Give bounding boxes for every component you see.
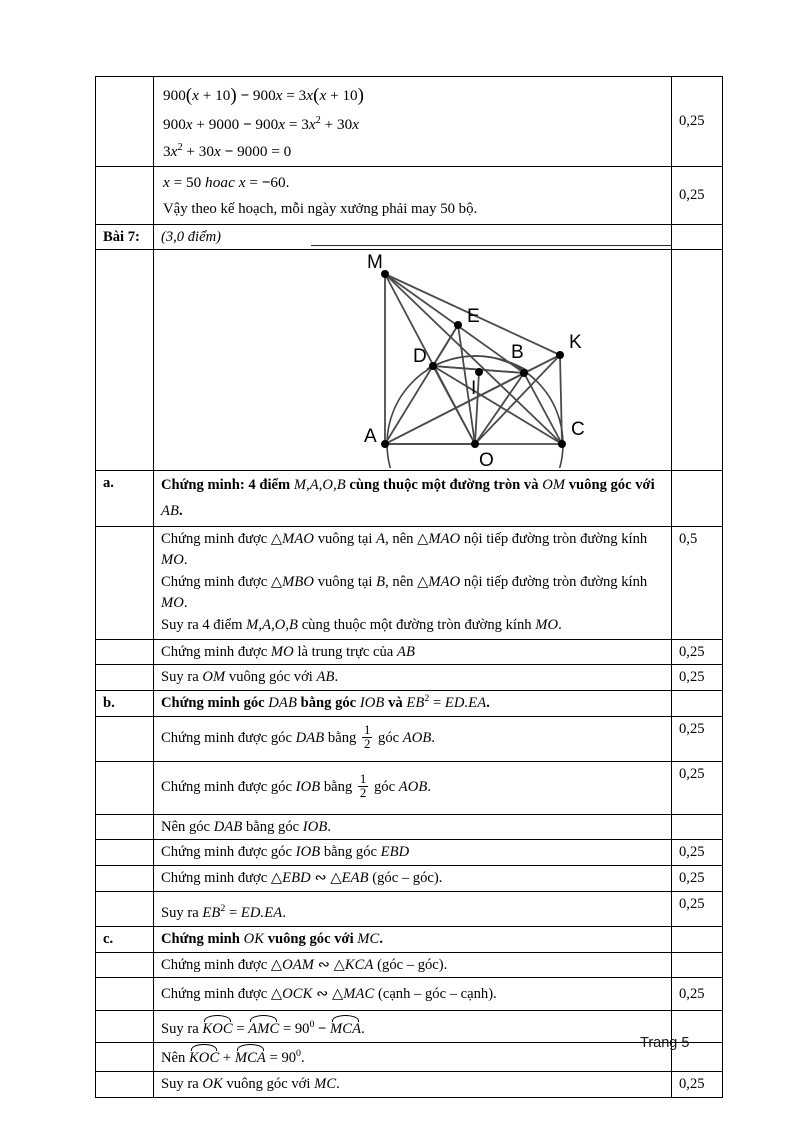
equation-line-1: 900(x + 10) − 900x = 3x(x + 10) [163,85,364,106]
text-middle: bằng [320,779,356,796]
text-prefix: Chứng minh được góc [161,730,296,747]
part-c-line-5: Suy ra OK vuông góc với MC. [154,1072,672,1098]
circle-center-o [387,356,563,468]
vertex-D [429,362,437,370]
part-b-line-1 [154,716,672,761]
vertex-A [381,440,389,448]
table-row [96,526,723,639]
table-row [96,471,723,526]
vertex-label-O: O [479,450,494,469]
table-row [96,866,723,892]
score-value [672,224,723,250]
exercise-title-cell [154,224,672,250]
row-label [96,761,154,814]
score-value: 0,25 [672,891,723,926]
vertex-E [454,321,462,329]
proof-line: Chứng minh được △MAO vuông tại A, nên △MAO nội tiếp đường tròn đường kính MO. [161,530,648,569]
row-label [96,716,154,761]
equation-block [154,77,672,167]
vertex-label-B: B [511,342,524,364]
vertex-label-D: D [413,346,427,368]
equation-line-2: $900x + 9000 - 900x = 3x^2 + 30x$ [163,114,360,133]
part-label-b: b. [96,691,154,717]
angle-label-1: IOB [295,779,321,796]
score-value: 0,25 [672,639,723,665]
table-row [96,250,723,471]
part-b-line-4: Chứng minh được góc IOB bằng góc EBD [154,840,672,866]
solution-line-2: Vậy theo kế hoạch, mỗi ngày xưởng phải may 50 bộ. [163,200,478,217]
table-row [96,167,723,225]
score-value [672,926,723,952]
table-row [96,691,723,717]
angle-arc-mca: MCA [330,1018,361,1040]
part-b-line-6: Suy ra $EB^2 = ED.EA$. [154,891,672,926]
part-label-c: c. [96,926,154,952]
score-value [672,814,723,840]
solution-block [154,167,672,225]
row-label [96,814,154,840]
part-label-a: a. [96,471,154,526]
row-label [96,866,154,892]
score-value: 0,25 [672,665,723,691]
fraction-one-half: $\frac{1}{2}$ [363,723,371,752]
row-label [96,978,154,1011]
proof-line: Suy ra 4 điểm M,A,O,B cùng thuộc một đường tròn đường kính MO. [161,616,562,633]
table-row [96,665,723,691]
table-row [96,926,723,952]
part-c-line-2: Chứng minh được △OCK ∾ △MAC (cạnh – góc – cạnh). [154,978,672,1011]
score-value: 0,25 [672,1072,723,1098]
score-value: 0,25 [672,978,723,1011]
score-value: 0,25 [672,716,723,761]
page-footer: Trang 5 [640,1035,690,1051]
table-row [96,77,723,167]
vertex-I [475,368,483,376]
table-row [96,891,723,926]
table-row [96,952,723,978]
table-row [96,761,723,814]
angle-arc-koc: KOC [202,1018,232,1040]
row-label [96,1011,154,1043]
score-value [672,471,723,526]
vertex-O [471,440,479,448]
part-b-line-5: Chứng minh được △EBD ∾ △EAB (góc – góc). [154,866,672,892]
part-b-line-3: Nên góc DAB bằng góc IOB. [154,814,672,840]
score-value: 0,25 [672,866,723,892]
table-row [96,1072,723,1098]
vertex-label-C: C [571,419,585,441]
row-label [96,891,154,926]
score-value: 0,25 [672,840,723,866]
score-value: 0,5 [672,526,723,639]
vertex-label-A: A [364,426,377,448]
text-end: . [427,779,432,796]
row-label [96,1072,154,1098]
equation-line-3: $3x^2 + 30x - 9000 = 0$ [163,141,292,160]
part-a-statement: Chứng minh: 4 điểm M,A,O,B cùng thuộc một đường tròn và OM vuông góc với AB. [154,471,672,526]
segment-MC [385,274,562,444]
text-suffix: góc [370,779,399,796]
score-value [672,952,723,978]
text-suffix: góc [374,730,403,747]
row-label [96,665,154,691]
vertex-label-K: K [569,332,582,354]
angle-arc-koc: KOC [189,1047,219,1069]
table-row [96,978,723,1011]
vertex-C [558,440,566,448]
table-row [96,639,723,665]
part-c-statement: Chứng minh OK vuông góc với MC. [154,926,672,952]
part-b-statement: Chứng minh góc DAB bằng góc IOB và $EB^2 = ED.EA$. [154,691,672,717]
geometry-figure-cell [154,250,672,471]
row-label [96,167,154,225]
angle-label-2: AOB [402,730,432,747]
vertex-label-E: E [467,306,480,328]
text-end: . [431,730,436,747]
table-row [96,840,723,866]
score-value: 0,25 [672,167,723,225]
part-c-line-4: Nên KOC + MCA = $90^0$. [154,1043,672,1072]
text-prefix: Chứng minh được góc [161,779,296,796]
geometry-figure [161,252,665,468]
exercise-label: Bài 7: [96,224,154,250]
angle-arc-mca: MCA [235,1047,266,1069]
row-label [96,526,154,639]
table-row [96,1011,723,1043]
part-a-line-2: Chứng minh được MO là trung trực của AB [154,639,672,665]
row-label [96,639,154,665]
row-label [96,952,154,978]
part-a-line-3: Suy ra OM vuông góc với AB. [154,665,672,691]
vertex-B [520,369,528,377]
title-rule [311,245,671,246]
vertex-K [556,351,564,359]
row-label [96,840,154,866]
vertex-label-M: M [367,252,383,274]
angle-label-1: DAB [295,730,325,747]
part-c-line-1: Chứng minh được △OAM ∾ △KCA (góc – góc). [154,952,672,978]
fraction-one-half: $\frac{1}{2}$ [359,772,367,801]
row-label [96,77,154,167]
part-b-line-2 [154,761,672,814]
angle-arc-amc: AMC [248,1018,279,1040]
table-row [96,716,723,761]
table-row [96,814,723,840]
row-label [96,1043,154,1072]
table-row [96,1043,723,1072]
marking-scheme-table [95,76,723,1098]
row-label [96,250,154,471]
angle-label-2: AOB [398,779,428,796]
segment-KC [560,355,562,444]
score-value [672,691,723,717]
segment-DC [433,366,562,444]
vertex-label-I: I [471,378,477,400]
solution-line-1: x = 50 hoac x = −60. [163,174,290,192]
geometry-diagram [161,252,665,468]
score-value: 0,25 [672,761,723,814]
proof-line: Chứng minh được △MBO vuông tại B, nên △MAO nội tiếp đường tròn đường kính MO. [161,573,648,612]
segment-BK [524,355,560,373]
text-middle: bằng [324,730,360,747]
table-row [96,224,723,250]
part-c-line-3: Suy ra KOC = AMC = $90^0$ − MCA. [154,1011,672,1043]
score-value: 0,25 [672,77,723,167]
exercise-points: (3,0 điểm) [161,228,221,245]
score-value [672,250,723,471]
part-a-proof-block [154,526,672,639]
